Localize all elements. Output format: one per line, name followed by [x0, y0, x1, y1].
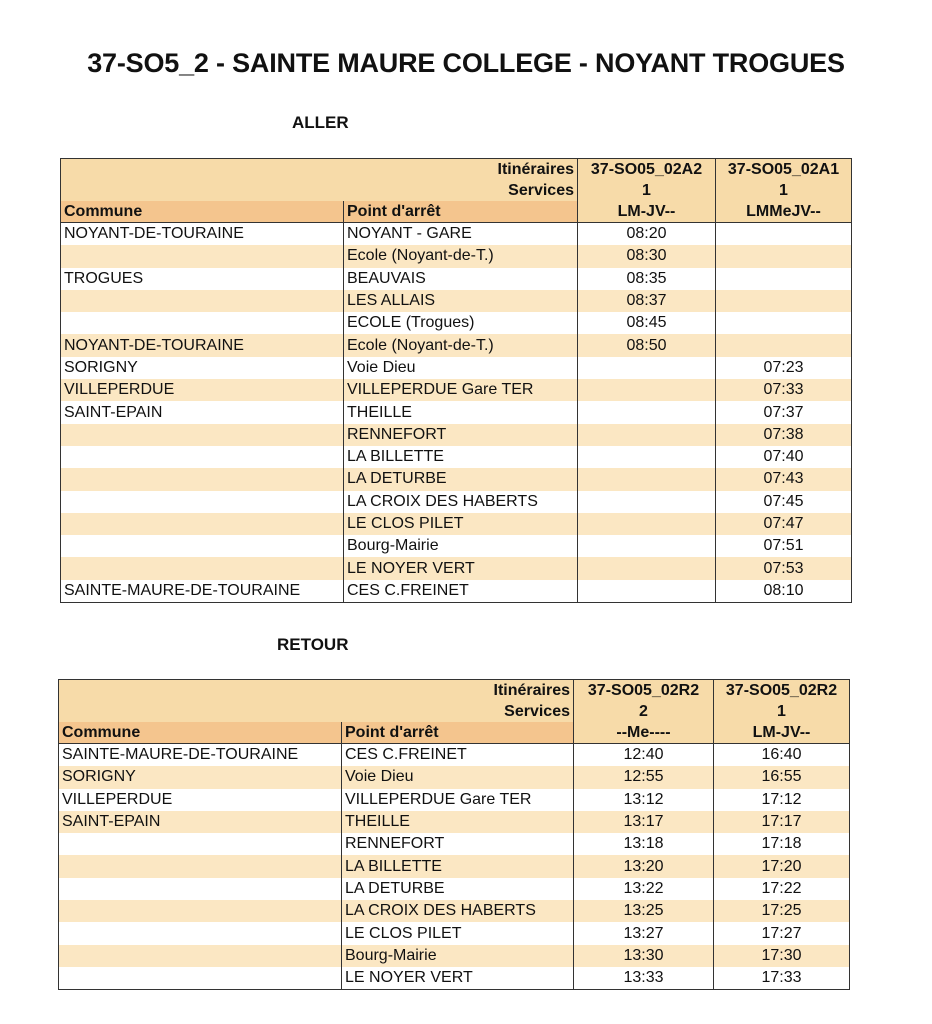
commune-cell — [61, 312, 344, 334]
time-cell: 17:27 — [714, 922, 850, 944]
itineraire-code: 37-SO05_02A1 — [716, 159, 852, 181]
stop-name-cell: CES C.FREINET — [342, 744, 574, 767]
commune-cell — [59, 945, 342, 967]
commune-cell: VILLEPERDUE — [59, 789, 342, 811]
stop-name-cell: Bourg-Mairie — [342, 945, 574, 967]
time-cell — [578, 580, 716, 603]
stop-name-cell: Voie Dieu — [342, 766, 574, 788]
table-row — [61, 379, 852, 401]
service-number: 2 — [574, 701, 714, 722]
stop-name-cell: LA BILLETTE — [342, 855, 574, 877]
commune-cell: SORIGNY — [59, 766, 342, 788]
header-row-services — [61, 180, 852, 201]
table-row — [59, 833, 850, 855]
commune-header: Commune — [61, 201, 344, 223]
table-row — [61, 513, 852, 535]
table-row — [61, 334, 852, 356]
table-row — [59, 744, 850, 767]
stop-name-cell: LE NOYER VERT — [342, 967, 574, 990]
commune-cell — [61, 535, 344, 557]
stop-name-cell: LA DETURBE — [344, 468, 578, 490]
time-cell — [578, 379, 716, 401]
time-cell: 13:12 — [574, 789, 714, 811]
service-number: 1 — [716, 180, 852, 201]
table-row — [59, 945, 850, 967]
time-cell: 07:47 — [716, 513, 852, 535]
commune-cell — [61, 290, 344, 312]
aller-section-label: ALLER — [292, 113, 349, 132]
days-of-operation: LM-JV-- — [714, 722, 850, 744]
stop-name-cell: Ecole (Noyant-de-T.) — [344, 334, 578, 356]
stop-name-cell: LA CROIX DES HABERTS — [342, 900, 574, 922]
days-of-operation: LM-JV-- — [578, 201, 716, 223]
time-cell: 16:55 — [714, 766, 850, 788]
time-cell: 13:33 — [574, 967, 714, 990]
time-cell — [578, 401, 716, 423]
stop-name-cell: VILLEPERDUE Gare TER — [342, 789, 574, 811]
stop-name-cell: LA DETURBE — [342, 878, 574, 900]
commune-cell — [61, 468, 344, 490]
time-cell — [716, 245, 852, 267]
time-cell: 13:27 — [574, 922, 714, 944]
commune-cell — [61, 245, 344, 267]
commune-cell: NOYANT-DE-TOURAINE — [61, 223, 344, 246]
point-arret-header: Point d'arrêt — [344, 201, 578, 223]
time-cell: 07:23 — [716, 357, 852, 379]
table-row — [59, 811, 850, 833]
header-row-services — [59, 701, 850, 722]
table-row — [59, 766, 850, 788]
time-cell: 13:18 — [574, 833, 714, 855]
stop-name-cell: CES C.FREINET — [344, 580, 578, 603]
table-row — [61, 245, 852, 267]
retour-timetable — [58, 679, 850, 990]
stop-name-cell: RENNEFORT — [342, 833, 574, 855]
retour-section-label: RETOUR — [277, 635, 349, 654]
stop-name-cell: LE NOYER VERT — [344, 557, 578, 579]
itineraire-code: 37-SO05_02R2 — [574, 680, 714, 702]
table-row — [61, 268, 852, 290]
commune-cell: SAINT-EPAIN — [59, 811, 342, 833]
time-cell — [716, 312, 852, 334]
stop-name-cell: NOYANT - GARE — [344, 223, 578, 246]
time-cell: 17:18 — [714, 833, 850, 855]
table-row — [61, 446, 852, 468]
stop-name-cell: THEILLE — [344, 401, 578, 423]
stop-name-cell: VILLEPERDUE Gare TER — [344, 379, 578, 401]
header-row-itineraires — [59, 680, 850, 702]
time-cell: 12:40 — [574, 744, 714, 767]
time-cell — [578, 357, 716, 379]
commune-cell — [59, 833, 342, 855]
time-cell: 17:17 — [714, 811, 850, 833]
table-row — [61, 401, 852, 423]
commune-cell — [59, 922, 342, 944]
commune-cell: SAINTE-MAURE-DE-TOURAINE — [59, 744, 342, 767]
time-cell: 17:25 — [714, 900, 850, 922]
commune-cell: SAINTE-MAURE-DE-TOURAINE — [61, 580, 344, 603]
commune-cell — [61, 557, 344, 579]
itineraire-code: 37-SO05_02A2 — [578, 159, 716, 181]
time-cell: 07:53 — [716, 557, 852, 579]
stop-name-cell: LE CLOS PILET — [342, 922, 574, 944]
stop-name-cell: LES ALLAIS — [344, 290, 578, 312]
point-arret-header: Point d'arrêt — [342, 722, 574, 744]
header-row-columns — [59, 722, 850, 744]
itineraire-code: 37-SO05_02R2 — [714, 680, 850, 702]
time-cell: 07:33 — [716, 379, 852, 401]
table-row — [59, 922, 850, 944]
table-row — [61, 223, 852, 246]
time-cell: 17:30 — [714, 945, 850, 967]
table-row — [61, 557, 852, 579]
commune-cell — [61, 513, 344, 535]
time-cell — [716, 334, 852, 356]
stop-name-cell: LE CLOS PILET — [344, 513, 578, 535]
time-cell — [716, 268, 852, 290]
time-cell: 08:10 — [716, 580, 852, 603]
stop-name-cell: Bourg-Mairie — [344, 535, 578, 557]
table-row — [59, 967, 850, 990]
time-cell: 17:20 — [714, 855, 850, 877]
commune-cell — [61, 491, 344, 513]
time-cell — [716, 290, 852, 312]
time-cell: 13:17 — [574, 811, 714, 833]
stop-name-cell: Ecole (Noyant-de-T.) — [344, 245, 578, 267]
stop-name-cell: THEILLE — [342, 811, 574, 833]
table-row — [59, 878, 850, 900]
time-cell: 12:55 — [574, 766, 714, 788]
commune-cell — [61, 446, 344, 468]
time-cell: 16:40 — [714, 744, 850, 767]
time-cell — [578, 557, 716, 579]
time-cell — [578, 446, 716, 468]
itineraires-label: Itinéraires — [61, 159, 578, 181]
aller-timetable — [60, 158, 852, 603]
time-cell: 08:20 — [578, 223, 716, 246]
commune-header: Commune — [59, 722, 342, 744]
time-cell: 07:45 — [716, 491, 852, 513]
table-row — [61, 580, 852, 603]
itineraires-label: Itinéraires — [59, 680, 574, 702]
time-cell: 07:51 — [716, 535, 852, 557]
services-label: Services — [59, 701, 574, 722]
time-cell: 07:40 — [716, 446, 852, 468]
table-row — [61, 468, 852, 490]
time-cell — [578, 513, 716, 535]
time-cell: 13:25 — [574, 900, 714, 922]
time-cell — [578, 535, 716, 557]
commune-cell — [59, 900, 342, 922]
table-row — [59, 900, 850, 922]
table-row — [61, 290, 852, 312]
time-cell: 13:30 — [574, 945, 714, 967]
commune-cell — [59, 967, 342, 990]
time-cell: 17:12 — [714, 789, 850, 811]
header-row-columns — [61, 201, 852, 223]
time-cell: 07:43 — [716, 468, 852, 490]
days-of-operation: --Me---- — [574, 722, 714, 744]
time-cell — [716, 223, 852, 246]
service-number: 1 — [714, 701, 850, 722]
table-row — [61, 491, 852, 513]
time-cell: 08:37 — [578, 290, 716, 312]
time-cell: 17:33 — [714, 967, 850, 990]
time-cell: 08:35 — [578, 268, 716, 290]
time-cell: 17:22 — [714, 878, 850, 900]
stop-name-cell: LA CROIX DES HABERTS — [344, 491, 578, 513]
header-row-itineraires — [61, 159, 852, 181]
table-row — [61, 312, 852, 334]
commune-cell: SAINT-EPAIN — [61, 401, 344, 423]
time-cell: 08:45 — [578, 312, 716, 334]
time-cell: 07:38 — [716, 424, 852, 446]
table-row — [61, 535, 852, 557]
commune-cell: TROGUES — [61, 268, 344, 290]
time-cell: 08:30 — [578, 245, 716, 267]
stop-name-cell: RENNEFORT — [344, 424, 578, 446]
service-number: 1 — [578, 180, 716, 201]
time-cell — [578, 468, 716, 490]
commune-cell — [59, 878, 342, 900]
commune-cell: NOYANT-DE-TOURAINE — [61, 334, 344, 356]
time-cell: 13:20 — [574, 855, 714, 877]
commune-cell — [59, 855, 342, 877]
table-row — [59, 789, 850, 811]
time-cell: 08:50 — [578, 334, 716, 356]
page-title: 37-SO5_2 - SAINTE MAURE COLLEGE - NOYANT TROGUES — [87, 48, 845, 78]
days-of-operation: LMMeJV-- — [716, 201, 852, 223]
commune-cell: SORIGNY — [61, 357, 344, 379]
table-row — [61, 424, 852, 446]
table-row — [59, 855, 850, 877]
table-row — [61, 357, 852, 379]
stop-name-cell: ECOLE (Trogues) — [344, 312, 578, 334]
stop-name-cell: LA BILLETTE — [344, 446, 578, 468]
services-label: Services — [61, 180, 578, 201]
stop-name-cell: BEAUVAIS — [344, 268, 578, 290]
time-cell — [578, 491, 716, 513]
commune-cell — [61, 424, 344, 446]
commune-cell: VILLEPERDUE — [61, 379, 344, 401]
time-cell: 13:22 — [574, 878, 714, 900]
stop-name-cell: Voie Dieu — [344, 357, 578, 379]
time-cell — [578, 424, 716, 446]
time-cell: 07:37 — [716, 401, 852, 423]
